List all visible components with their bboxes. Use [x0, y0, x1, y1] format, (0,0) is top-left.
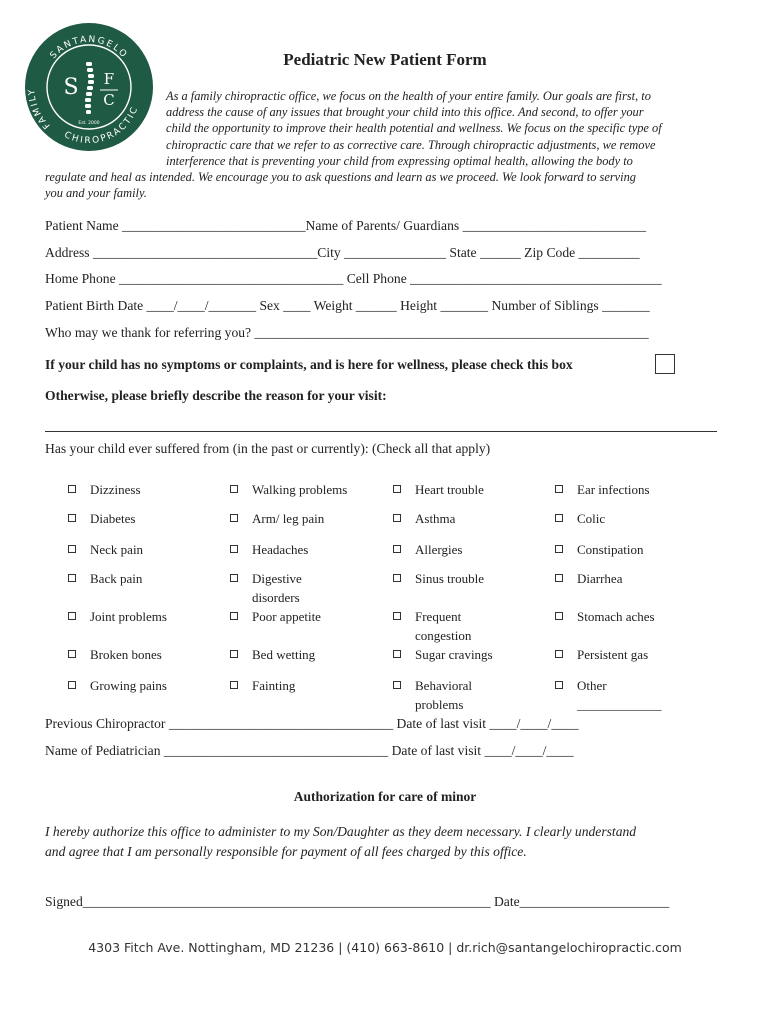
checkbox[interactable]	[393, 574, 401, 582]
address-field[interactable]: Address _________________________________City _______________ State ______ Zip Code _________	[45, 245, 640, 260]
checkbox[interactable]	[555, 612, 563, 620]
intro-line: child the opportunity to improve their health potential and wellness. We focus on the specific type of	[166, 121, 662, 135]
history-prompt: Has your child ever suffered from (in the past or currently): (Check all that apply)	[45, 441, 491, 456]
checkbox[interactable]	[393, 650, 401, 658]
condition-item[interactable]: Headaches	[252, 541, 308, 560]
condition-item[interactable]: Allergies	[415, 541, 462, 560]
condition-item[interactable]: Neck pain	[90, 541, 143, 560]
form-title: Pediatric New Patient Form	[283, 50, 487, 69]
condition-item[interactable]: Other _____________	[577, 677, 677, 714]
authorization-title: Authorization for care of minor	[293, 789, 477, 804]
checkbox[interactable]	[68, 545, 76, 553]
intro-line: As a family chiropractic office, we focus on the health of your entire family. Our goals are first, to	[166, 89, 651, 103]
checkbox[interactable]	[230, 650, 238, 658]
reason-prompt: Otherwise, please briefly describe the reason for your visit:	[45, 388, 387, 403]
logo-left-text: FAMILY	[27, 87, 53, 131]
wellness-prompt: If your child has no symptoms or complaints, and is here for wellness, please check this box	[45, 357, 573, 372]
intro-line: interference that is preventing your child from expressing optimal health, allowing the body to	[166, 154, 633, 168]
condition-item[interactable]: Sinus trouble	[415, 570, 484, 589]
condition-item[interactable]: Heart trouble	[415, 481, 484, 500]
intro-line: you and your family.	[45, 186, 147, 200]
checkbox[interactable]	[68, 650, 76, 658]
authorization-text	[45, 822, 636, 861]
condition-item[interactable]: Arm/ leg pain	[252, 510, 324, 529]
reason-input-line[interactable]	[45, 431, 717, 432]
authorization-line: I hereby authorize this office to administer to my Son/Daughter as they deem necessary. I clearly understand	[45, 824, 637, 839]
condition-item[interactable]: Digestive disorders	[252, 570, 322, 607]
intro-line: regulate and heal as intended. We encourage you to ask questions and learn as we proceed. We look forward to serving	[45, 170, 636, 184]
condition-item[interactable]: Diarrhea	[577, 570, 622, 589]
condition-item[interactable]: Back pain	[90, 570, 142, 589]
checkbox[interactable]	[555, 574, 563, 582]
checkbox[interactable]	[393, 612, 401, 620]
checkbox[interactable]	[393, 485, 401, 493]
condition-item[interactable]: Poor appetite	[252, 608, 321, 627]
logo-top-text: SANTANGELO	[48, 34, 130, 62]
condition-item[interactable]: Growing pains	[90, 677, 167, 696]
condition-item[interactable]: Constipation	[577, 541, 643, 560]
condition-item[interactable]: Broken bones	[90, 646, 162, 665]
checkbox[interactable]	[68, 514, 76, 522]
checkbox[interactable]	[230, 574, 238, 582]
logo-letter-c: C	[103, 91, 115, 109]
checkbox[interactable]	[230, 681, 238, 689]
condition-item[interactable]: Frequent congestion	[415, 608, 485, 645]
condition-item[interactable]: Colic	[577, 510, 605, 529]
checkbox[interactable]	[555, 514, 563, 522]
checkbox[interactable]	[68, 612, 76, 620]
checkbox[interactable]	[68, 681, 76, 689]
condition-item[interactable]: Stomach aches	[577, 608, 655, 627]
checkbox[interactable]	[555, 485, 563, 493]
checkbox[interactable]	[393, 681, 401, 689]
logo-est: Est. 2000	[78, 121, 100, 126]
condition-item[interactable]: Ear infections	[577, 481, 650, 500]
pediatrician-field[interactable]: Name of Pediatrician _________________________________ Date of last visit ____/____/____	[45, 743, 574, 758]
birth-date-field[interactable]: Patient Birth Date ____/____/_______ Sex ____ Weight ______ Height _______ Number of Siblings _______	[45, 298, 650, 313]
practice-logo	[24, 22, 154, 152]
checkbox[interactable]	[555, 545, 563, 553]
condition-item[interactable]: Sugar cravings	[415, 646, 493, 665]
checkbox[interactable]	[230, 612, 238, 620]
footer-contact: 4303 Fitch Ave. Nottingham, MD 21236 | (410) 663-8610 | dr.rich@santangelochiropractic.com	[88, 940, 682, 955]
condition-item[interactable]: Behavioral problems	[415, 677, 485, 714]
condition-item[interactable]: Joint problems	[90, 608, 167, 627]
checkbox[interactable]	[555, 650, 563, 658]
phone-field[interactable]: Home Phone _________________________________ Cell Phone _____________________________________	[45, 271, 662, 286]
checkbox[interactable]	[230, 485, 238, 493]
previous-chiropractor-field[interactable]: Previous Chiropractor _________________________________ Date of last visit ____/____/____	[45, 716, 579, 731]
condition-item[interactable]: Fainting	[252, 677, 295, 696]
condition-item[interactable]: Persistent gas	[577, 646, 648, 665]
condition-item[interactable]: Walking problems	[252, 481, 347, 500]
condition-item[interactable]: Dizziness	[90, 481, 141, 500]
wellness-checkbox[interactable]	[655, 354, 675, 374]
condition-item[interactable]: Diabetes	[90, 510, 135, 529]
checkbox[interactable]	[68, 574, 76, 582]
checkbox[interactable]	[393, 545, 401, 553]
checkbox[interactable]	[68, 485, 76, 493]
intro-line: address the cause of any issues that brought your child into this office. And second, to offer your	[166, 105, 644, 119]
signature-field[interactable]: Signed____________________________________________________________ Date______________________	[45, 894, 670, 909]
checkbox[interactable]	[230, 514, 238, 522]
authorization-line: and agree that I am personally responsible for payment of all fees charged by this office.	[45, 843, 527, 859]
referral-field[interactable]: Who may we thank for referring you? __________________________________________________________	[45, 325, 649, 340]
checkbox[interactable]	[555, 681, 563, 689]
condition-item[interactable]: Asthma	[415, 510, 455, 529]
intro-line: chiropractic care that we refer to as corrective care. Through chiropractic adjustments, we remove	[166, 138, 656, 152]
logo-letter-s: S	[63, 75, 79, 100]
patient-name-field[interactable]: Patient Name ___________________________Name of Parents/ Guardians ___________________________	[45, 218, 647, 233]
checkbox[interactable]	[393, 514, 401, 522]
condition-item[interactable]: Bed wetting	[252, 646, 315, 665]
logo-letter-f: F	[103, 70, 115, 88]
logo-bottom-text: CHIROPRACTIC	[62, 104, 141, 147]
checkbox[interactable]	[230, 545, 238, 553]
